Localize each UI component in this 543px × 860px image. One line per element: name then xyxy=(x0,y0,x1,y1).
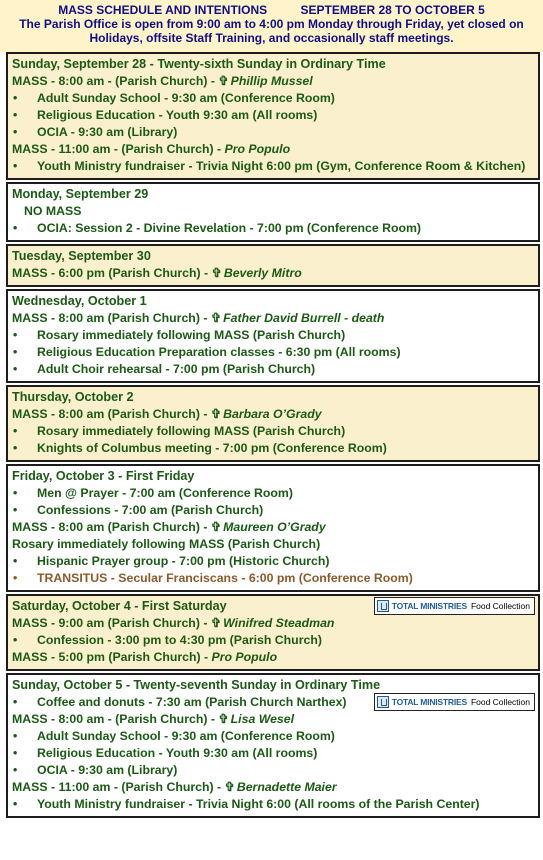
mass-line xyxy=(12,406,534,423)
event-item: • Adult Sunday School - 9:30 am (Conference Room) xyxy=(12,728,534,745)
event-item: • Coffee and donuts - 7:30 am (Parish Church Narthex) xyxy=(12,694,534,711)
office-hours-note: The Parish Office is open from 9:00 am to 4:00 pm Monday through Friday, yet closed on Holidays, offsite Staff Training, and occasionally staff meetings. xyxy=(19,17,524,45)
mass-intention xyxy=(211,616,335,630)
mass-line xyxy=(12,711,534,728)
mass-intention xyxy=(212,650,278,664)
mass-intention xyxy=(225,142,291,156)
header-title-line xyxy=(0,4,543,17)
mass-line xyxy=(12,265,534,282)
mass-time: MASS - 8:00 am (Parish Church) - xyxy=(12,520,211,534)
total-ministries-logo-icon xyxy=(377,600,389,612)
mass-intention xyxy=(211,311,385,325)
cross-icon: ✞ xyxy=(218,74,229,88)
mass-line xyxy=(12,73,534,90)
mass-time: MASS - 8:00 am (Parish Church) - xyxy=(12,311,211,325)
mass-time: MASS - 11:00 am - (Parish Church) - xyxy=(12,142,225,156)
mass-time: MASS - 8:00 am - (Parish Church) - xyxy=(12,74,219,88)
mass-time: MASS - 8:00 am - (Parish Church) - xyxy=(12,712,219,726)
day-box xyxy=(6,244,540,287)
day-list xyxy=(6,52,540,820)
day-heading: Saturday, October 4 - First Saturday xyxy=(12,599,227,613)
total-ministries-logo-icon xyxy=(377,696,389,708)
badge-org: TOTAL MINISTRIES xyxy=(391,697,467,707)
mass-intention xyxy=(218,74,312,88)
mass-intention xyxy=(211,407,322,421)
day-heading: Sunday, September 28 - Twenty-sixth Sunday in Ordinary Time xyxy=(12,57,386,71)
day-box xyxy=(6,594,540,671)
cross-icon: ✞ xyxy=(210,407,222,421)
mass-time: MASS - 5:00 pm (Parish Church) - xyxy=(12,650,212,664)
food-collection-badge xyxy=(374,693,535,711)
mass-intention xyxy=(218,712,294,726)
event-item: • Adult Sunday School - 9:30 am (Conference Room) xyxy=(12,90,534,107)
cross-icon: ✞ xyxy=(210,311,222,325)
intention-name: Father David Burrell - death xyxy=(223,311,385,325)
mass-time: MASS - 11:00 am - (Parish Church) - xyxy=(12,780,225,794)
mass-line xyxy=(12,649,534,666)
mass-line xyxy=(12,615,534,632)
day-heading: Wednesday, October 1 xyxy=(12,294,147,308)
mass-intention xyxy=(225,780,337,794)
mass-time: MASS - 8:00 am (Parish Church) - xyxy=(12,407,211,421)
header-title: MASS SCHEDULE AND INTENTIONS xyxy=(58,3,268,17)
event-item: • Youth Ministry fundraiser - Trivia Night 6:00 pm (Gym, Conference Room & Kitchen) xyxy=(12,158,534,175)
no-mass-note: NO MASS xyxy=(24,204,82,218)
event-item: • Confessions - 7:00 am (Parish Church) xyxy=(12,502,534,519)
intention-name: Winifred Steadman xyxy=(223,616,335,630)
mass-time: MASS - 9:00 am (Parish Church) - xyxy=(12,616,211,630)
cross-icon: ✞ xyxy=(218,712,229,726)
event-item: • Rosary immediately following MASS (Parish Church) xyxy=(12,423,534,440)
event-item: • Youth Ministry fundraiser - Trivia Night 6:00 (All rooms of the Parish Center) xyxy=(12,796,534,813)
event-item: • Hispanic Prayer group - 7:00 pm (Historic Church) xyxy=(12,553,534,570)
mass-intention xyxy=(211,520,326,534)
event-item: • Confession - 3:00 pm to 4:30 pm (Parish Church) xyxy=(12,632,534,649)
badge-org: TOTAL MINISTRIES xyxy=(391,601,467,611)
day-box xyxy=(6,52,540,180)
day-heading: Tuesday, September 30 xyxy=(12,249,151,263)
intention-name: Lisa Wesel xyxy=(230,712,295,726)
cross-icon: ✞ xyxy=(224,780,235,794)
day-box xyxy=(6,385,540,462)
event-item: • Rosary immediately following MASS (Parish Church) xyxy=(12,327,534,344)
intention-name: Pro Populo xyxy=(211,650,278,664)
day-heading: Thursday, October 2 xyxy=(12,390,134,404)
intention-name: Bernadette Maier xyxy=(236,780,337,794)
day-box xyxy=(6,673,540,818)
schedule-line: Rosary immediately following MASS (Parish Church) xyxy=(12,537,321,551)
mass-line xyxy=(12,310,534,327)
day-heading: Monday, September 29 xyxy=(12,187,149,201)
day-heading: Friday, October 3 - First Friday xyxy=(12,469,195,483)
intention-name: Beverly Mitro xyxy=(223,266,302,280)
mass-intention xyxy=(212,266,302,280)
cross-icon: ✞ xyxy=(210,616,222,630)
intention-name: Pro Populo xyxy=(224,142,291,156)
intention-name: Phillip Mussel xyxy=(230,74,313,88)
badge-label: Food Collection xyxy=(470,697,530,707)
event-item: • OCIA: Session 2 - Divine Revelation - 7:00 pm (Conference Room) xyxy=(12,220,534,237)
cross-icon: ✞ xyxy=(211,266,222,280)
event-item: • Adult Choir rehearsal - 7:00 pm (Parish Church) xyxy=(12,361,534,378)
intention-name: Maureen O’Grady xyxy=(223,520,326,534)
event-item: • Men @ Prayer - 7:00 am (Conference Room) xyxy=(12,485,534,502)
day-box xyxy=(6,289,540,383)
day-heading: Sunday, October 5 - Twenty-seventh Sunday in Ordinary Time xyxy=(12,678,381,692)
header-dates: SEPTEMBER 28 TO OCTOBER 5 xyxy=(300,3,485,17)
mass-line xyxy=(12,779,534,796)
event-item: • Religious Education Preparation classes - 6:30 pm (All rooms) xyxy=(12,344,534,361)
day-box xyxy=(6,182,540,242)
mass-time: MASS - 6:00 pm (Parish Church) - xyxy=(12,266,212,280)
intention-name: Barbara O’Grady xyxy=(223,407,322,421)
mass-line xyxy=(12,519,534,536)
event-item: • Knights of Columbus meeting - 7:00 pm (Conference Room) xyxy=(12,440,534,457)
food-collection-badge xyxy=(374,597,535,615)
event-item: • OCIA - 9:30 am (Library) xyxy=(12,124,534,141)
mass-line xyxy=(12,141,534,158)
event-item: • OCIA - 9:30 am (Library) xyxy=(12,762,534,779)
day-box xyxy=(6,464,540,592)
badge-label: Food Collection xyxy=(470,601,530,611)
schedule-header xyxy=(0,0,543,52)
event-item: • TRANSITUS - Secular Franciscans - 6:00 pm (Conference Room) xyxy=(12,570,534,587)
cross-icon: ✞ xyxy=(210,520,222,534)
event-item: • Religious Education - Youth 9:30 am (All rooms) xyxy=(12,107,534,124)
event-item: • Religious Education - Youth 9:30 am (All rooms) xyxy=(12,745,534,762)
